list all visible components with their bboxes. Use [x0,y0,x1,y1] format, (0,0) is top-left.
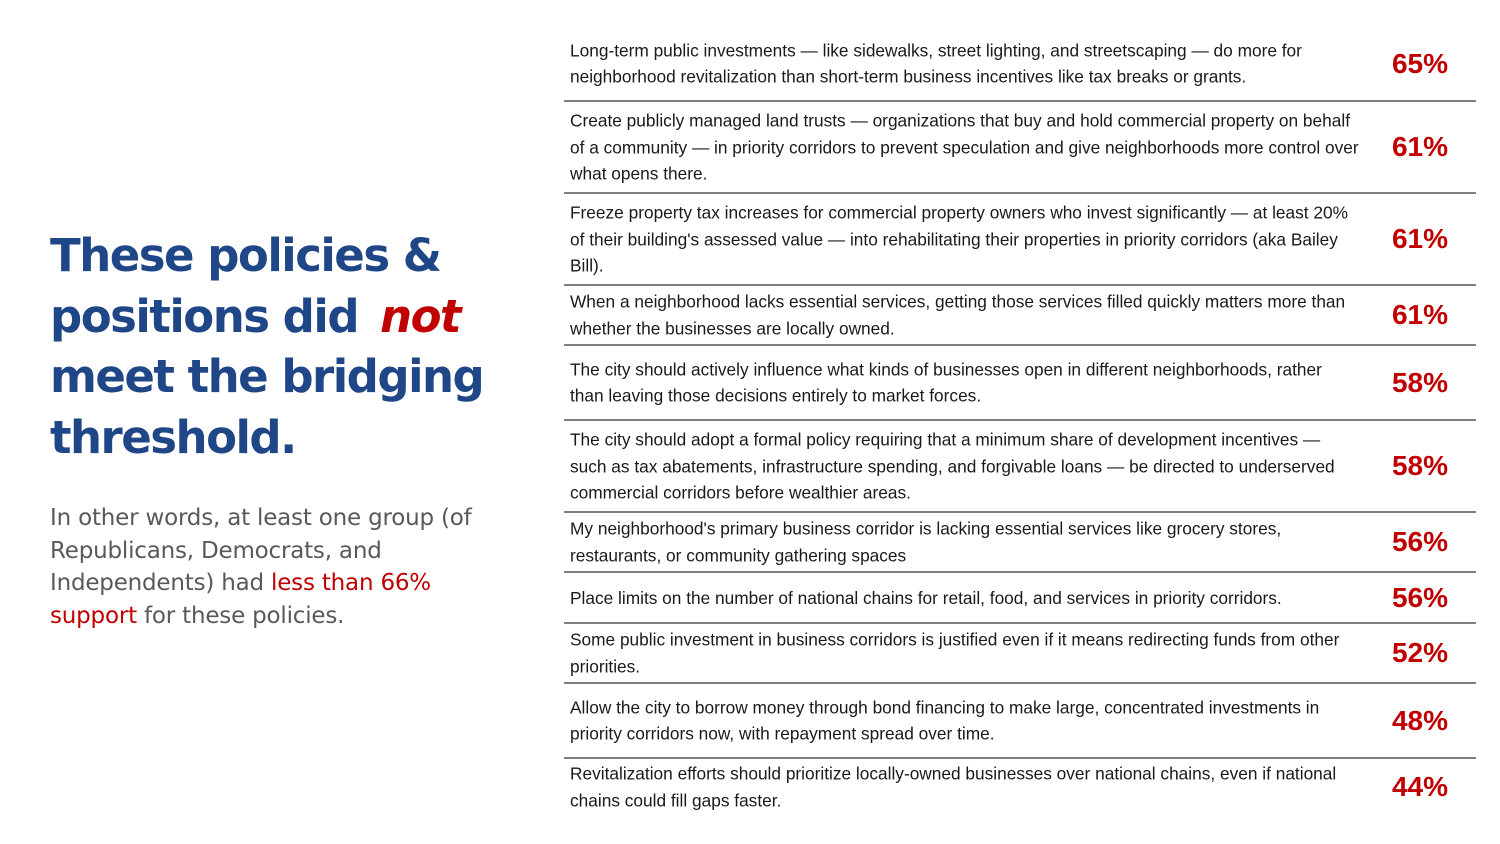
intro-panel [50,226,490,632]
headline-part2: meet the bridging threshold. [50,350,484,464]
support-percentage: 65% [1391,47,1448,79]
support-percentage: 56% [1391,581,1448,613]
support-percentage: 58% [1391,450,1448,481]
policy-row [564,684,1476,759]
policy-row [564,573,1476,624]
support-percentage: 58% [1391,366,1448,398]
policy-row [564,421,1476,513]
policy-row [564,346,1476,421]
policy-statement: Freeze property tax increases for commercial property owners who invest significantly — at least 20% of their building's assessed value — into rehabilitating their properties in priority corridors (aka Bailey Bill). [570,202,1348,276]
support-percentage: 44% [1391,771,1448,802]
support-percentage: 61% [1391,131,1448,162]
support-percentage: 48% [1391,704,1448,736]
support-percentage: 61% [1391,299,1448,330]
policy-statement: The city should adopt a formal policy requiring that a minimum share of development incentives — such as tax abatements, infrastructure spending, and forgivable loans — be directed to underserved commercial corridors before wealthier areas. [570,429,1335,503]
headline [50,226,490,468]
policy-row [564,513,1476,573]
subtext [50,502,490,632]
policy-statement: The city should actively influence what kinds of businesses open in different neighborhoods, rather than leaving those decisions entirely to market forces. [570,359,1322,406]
headline-part1: These policies & positions did [50,229,441,343]
policy-row [564,194,1476,286]
support-percentage: 52% [1391,637,1448,668]
policy-statement: Long-term public investments — like sidewalks, street lighting, and streetscaping — do more for neighborhood revitalization than short-term business incentives like tax breaks or grants. [570,40,1302,87]
policy-statement: Place limits on the number of national chains for retail, food, and services in priority corridors. [570,587,1282,608]
policy-row [564,102,1476,194]
policy-statement: Revitalization efforts should prioritize locally-owned businesses over national chains, even if national chains could fill gaps faster. [570,763,1337,810]
policy-statement: My neighborhood's primary business corridor is lacking essential services like grocery stores, restaurants, or community gathering spaces [570,518,1282,565]
policy-row [564,624,1476,684]
policy-row [564,759,1476,815]
subtext-part2: for these policies. [136,602,345,629]
policy-statement: When a neighborhood lacks essential services, getting those services filled quickly matters more than whether the businesses are locally owned. [570,291,1346,338]
support-percentage: 61% [1391,223,1448,254]
policy-statement: Create publicly managed land trusts — organizations that buy and hold commercial property on behalf of a community — in priority corridors to prevent speculation and give neighborhoods more control over what opens there. [570,110,1359,184]
subtext-highlight: less than 66% support [50,570,431,629]
headline-emphasis: not [380,289,460,343]
policy-statement: Allow the city to borrow money through bond financing to make large, concentrated investments in priority corridors now, with repayment spread over time. [570,697,1320,744]
policy-row [564,27,1476,102]
subtext-part1: In other words, at least one group (of Republicans, Democrats, and Independents) had [50,505,472,596]
support-percentage: 56% [1391,526,1448,557]
policy-row [564,286,1476,346]
policy-statement: Some public investment in business corridors is justified even if it means redirecting funds from other priorities. [570,629,1340,676]
